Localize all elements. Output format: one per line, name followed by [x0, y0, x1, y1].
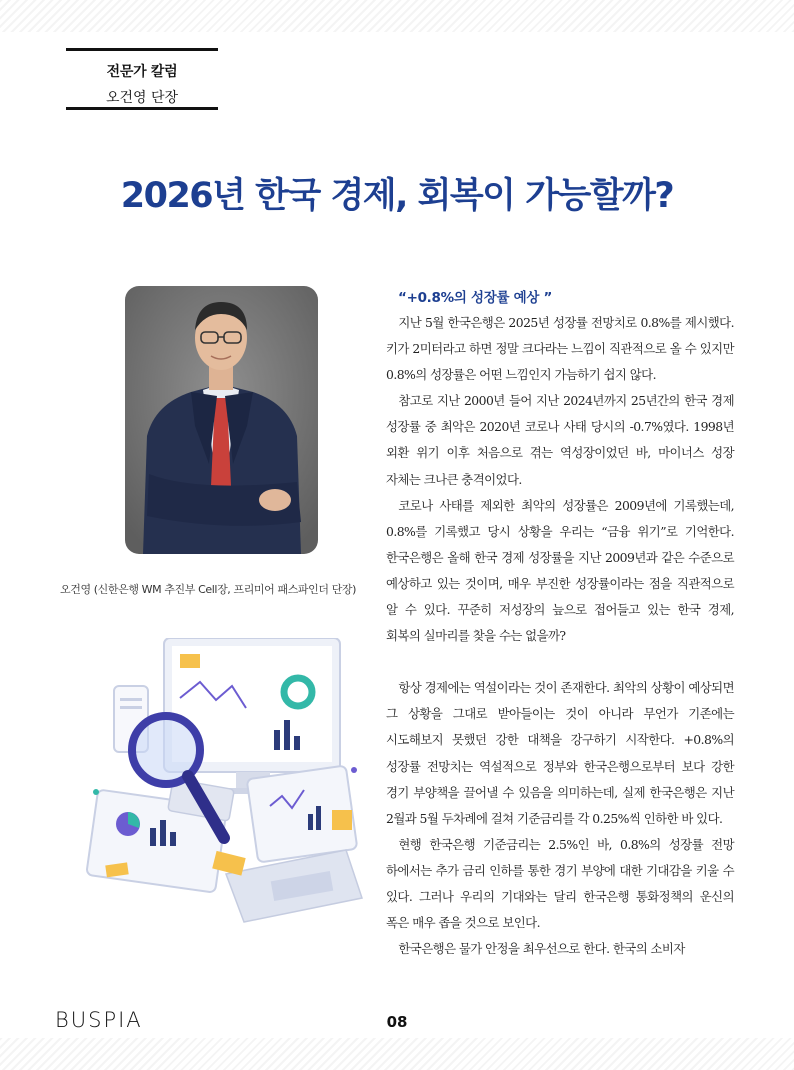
- paragraph-spacer: [386, 649, 734, 675]
- column-author: 오건영 단장: [105, 90, 179, 106]
- paragraph: 참고로 지난 2000년 들어 지난 2024년까지 25년간의 한국 경제 성장률 중 최악은 2020년 코로나 사태 당시의 -0.7%였다. 1998년 외환 위기 이후 처음으로 겪는 역성장이었던 바, 마이너스 성장 자체는 크나큰 충격이었다.: [386, 393, 734, 487]
- paragraph: 코로나 사태를 제외한 최악의 성장률은 2009년에 기록했는데, 0.8%를 기록했고 당시 상황을 우리는 “금융 위기”로 기억한다. 한국은행은 올해 한국 경제 성장률을 지난 2009년과 같은 수준으로 예상하고 있는 것이며, 매우 부진한 성장률이라는 점을 직관적으로 알 수 있다. 꾸준히 저성장의 늪으로 접어들고 있는 한국 경제, 회복의 실마리를 찾을 수는 없을까?: [386, 497, 734, 644]
- column-label-box: [66, 48, 218, 110]
- top-stripe-pattern: [0, 0, 794, 32]
- article-body: [386, 286, 734, 962]
- page-number: 08: [386, 1013, 408, 1031]
- page-title: 2026년 한국 경제, 회복이 가능할까?: [120, 176, 674, 216]
- column-category: 전문가 칼럼: [106, 64, 178, 80]
- paragraph: 항상 경제에는 역설이라는 것이 존재한다. 최악의 상황이 예상되면 그 상황을 그대로 받아들이는 것이 아니라 무언가 기존에는 시도해보지 못했던 강한 대책을 강구하기 시작한다. +0.8%의 성장률 전망치는 역설적으로 정부와 한국은행으로부터 보다 강한 경기 부양책을 끌어낼 수 있음을 의미하는데, 실제 한국은행은 지난 2월과 5월 두차례에 걸쳐 기준금리를 각 0.25%씩 인하한 바 있다.: [386, 680, 734, 826]
- photo-caption: 오건영 (신한은행 WM 추진부 Cell장, 프리미어 패스파인더 단장): [60, 583, 357, 596]
- buspia-logo: BUSPIA: [55, 1008, 143, 1032]
- paragraph: 한국은행은 물가 안정을 최우선으로 한다. 한국의 소비자: [398, 941, 685, 957]
- paragraph: 현행 한국은행 기준금리는 2.5%인 바, 0.8%의 성장률 전망 하에서는 추가 금리 인하를 통한 경기 부양에 대한 기대감을 키울 수 있다. 그러나 우리의 기대와는 달리 한국은행 통화정책의 운신의 폭은 매우 좁을 것으로 보인다.: [386, 836, 734, 931]
- bottom-stripe-pattern: [0, 1038, 794, 1070]
- paragraph: 지난 5월 한국은행은 2025년 성장률 전망치로 0.8%를 제시했다. 키가 2미터라고 하면 정말 크다라는 느낌이 직관적으로 올 수 있지만 0.8%의 성장률은 어떤 느낌인지 가늠하기 쉽지 않다.: [386, 315, 734, 383]
- data-analysis-illustration: [76, 638, 366, 923]
- section-heading: “+0.8%의 성장률 예상 ”: [398, 290, 553, 306]
- author-photo: [125, 286, 318, 554]
